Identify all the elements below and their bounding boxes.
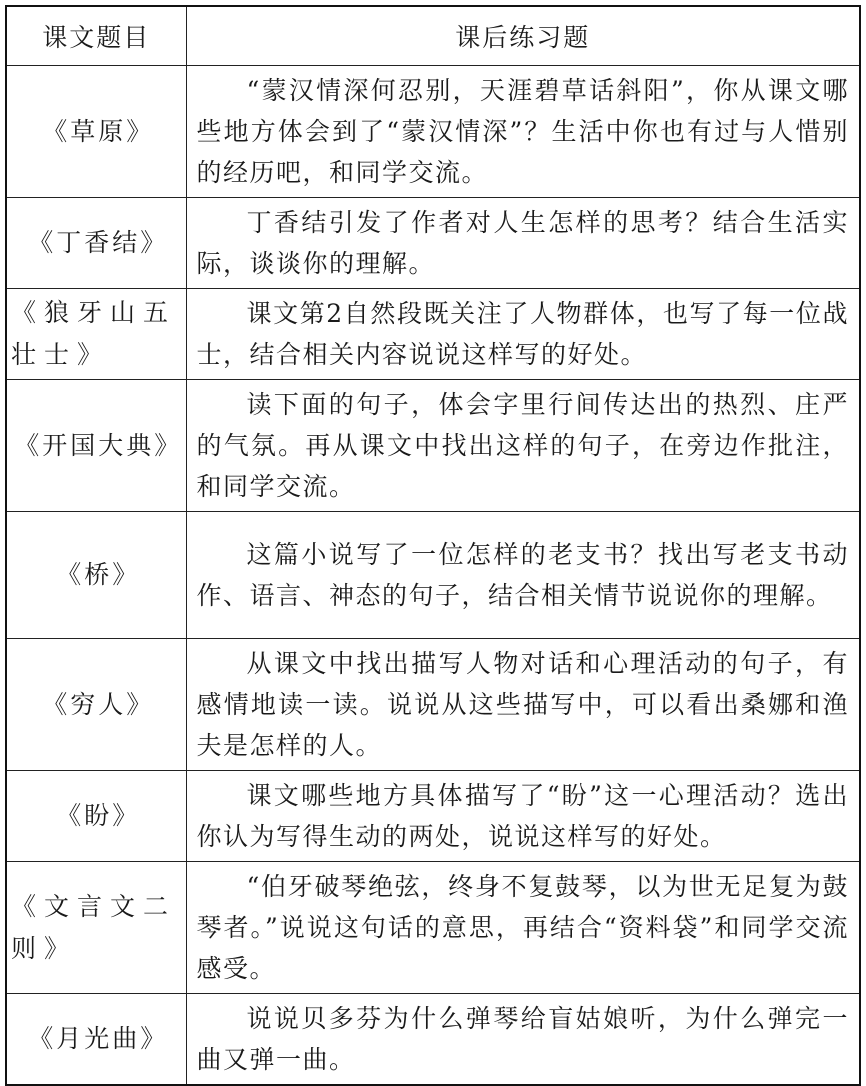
lesson-title: 《草原》 <box>6 66 186 198</box>
lesson-title: 《月光曲》 <box>6 994 186 1086</box>
table-row <box>6 639 860 771</box>
exercise-text: 课文第2自然段既关注了人物群体，也写了每一位战士，结合相关内容说说这样写的好处。 <box>196 299 849 369</box>
exercise-text: 这篇小说写了一位怎样的老支书？找出写老支书动作、语言、神态的句子，结合相关情节说说你的理解。 <box>196 540 849 610</box>
table-row <box>6 289 860 380</box>
table-row <box>6 198 860 289</box>
exercise-text: “蒙汉情深何忍别，天涯碧草话斜阳”，你从课文哪些地方体会到了“蒙汉情深”？生活中你也有过与人惜别的经历吧，和同学交流。 <box>196 76 849 187</box>
lesson-title: 《桥》 <box>6 512 186 639</box>
exercise-text: “伯牙破琴绝弦，终身不复鼓琴，以为世无足复为鼓琴者。”说说这句话的意思，再结合“资料袋”和同学交流感受。 <box>196 872 849 983</box>
exercise-text: 读下面的句子，体会字里行间传达出的热烈、庄严的气氛。再从课文中找出这样的句子，在旁边作批注，和同学交流。 <box>196 390 849 501</box>
table-row <box>6 380 860 512</box>
lesson-title: 《穷人》 <box>6 639 186 771</box>
exercise-text: 丁香结引发了作者对人生怎样的思考？结合生活实际，谈谈你的理解。 <box>196 208 849 278</box>
header-lesson-title: 课文题目 <box>6 6 186 66</box>
exercise-text: 从课文中找出描写人物对话和心理活动的句子，有感情地读一读。说说从这些描写中，可以看出桑娜和渔夫是怎样的人。 <box>196 649 849 760</box>
exercise-text: 课文哪些地方具体描写了“盼”这一心理活动？选出你认为写得生动的两处，说说这样写的好处。 <box>196 781 849 851</box>
table-row <box>6 66 860 198</box>
header-exercise: 课后练习题 <box>186 6 860 66</box>
lesson-title: 《狼牙山五壮士》 <box>6 289 186 380</box>
table-row <box>6 994 860 1086</box>
table-row <box>6 771 860 862</box>
lesson-title: 《盼》 <box>6 771 186 862</box>
lesson-title: 《文言文二则》 <box>6 862 186 994</box>
lesson-title: 《丁香结》 <box>6 198 186 289</box>
table-row <box>6 512 860 639</box>
page <box>5 5 859 1074</box>
table-row <box>6 862 860 994</box>
exercise-table <box>5 5 861 1086</box>
exercise-text: 说说贝多芬为什么弹琴给盲姑娘听，为什么弹完一曲又弹一曲。 <box>196 1004 849 1074</box>
lesson-title: 《开国大典》 <box>6 380 186 512</box>
table-header-row <box>6 6 860 66</box>
